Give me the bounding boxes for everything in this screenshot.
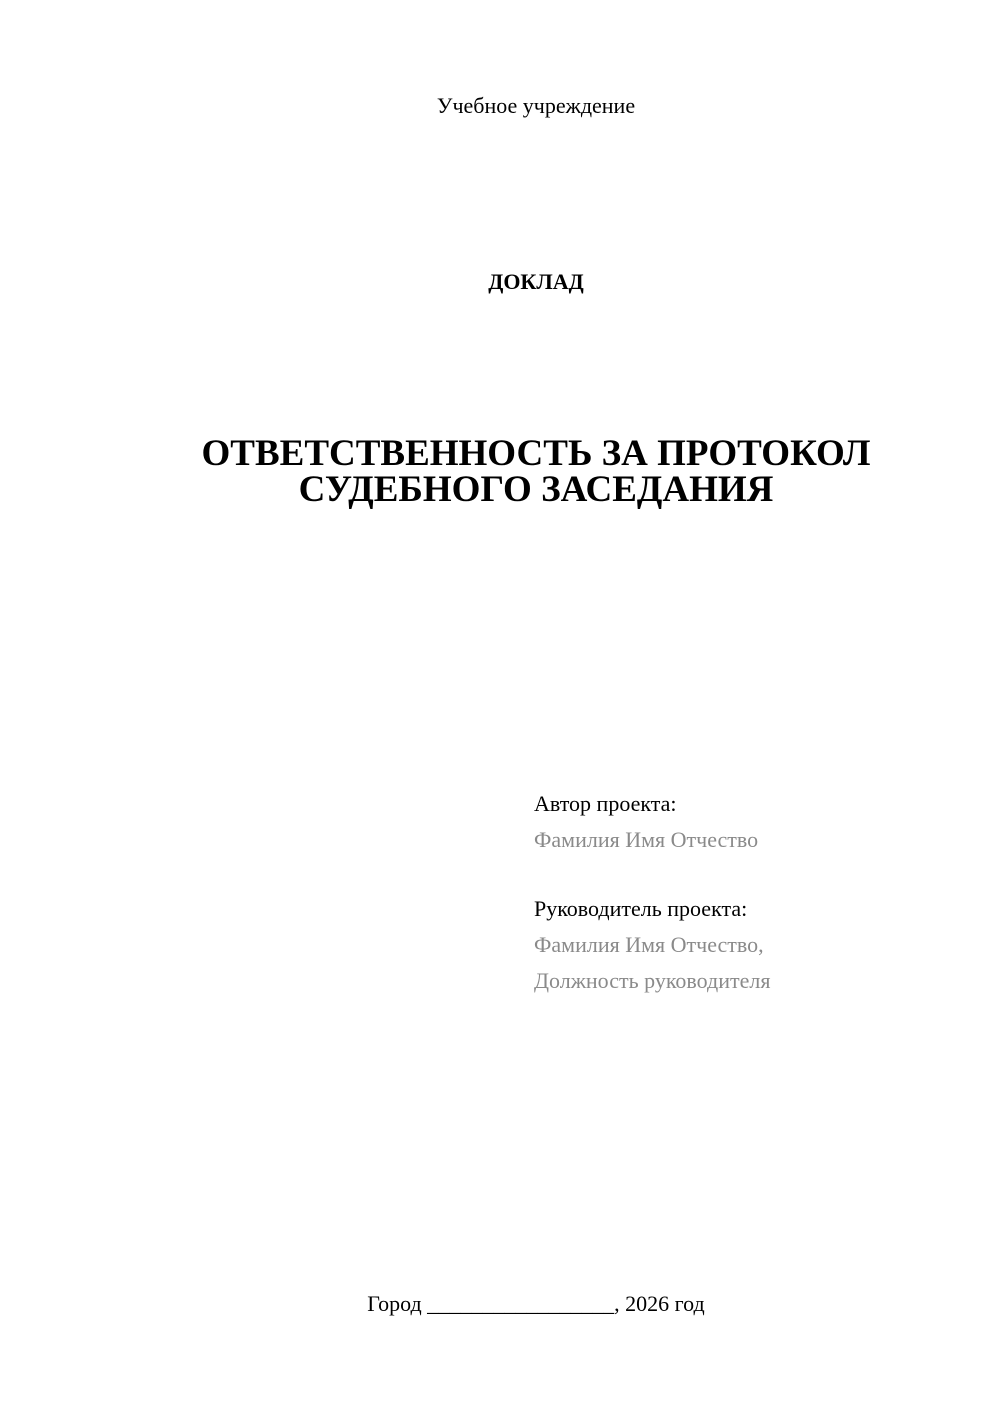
document-title <box>150 433 922 510</box>
supervisor-block <box>534 891 954 999</box>
document-type: ДОКЛАД <box>488 269 584 294</box>
city-label: Город <box>367 1291 422 1316</box>
institution-name: Учебное учреждение <box>436 93 636 118</box>
author-block <box>534 786 954 858</box>
supervisor-label: Руководитель проекта: <box>534 896 748 921</box>
supervisor-position: Должность руководителя <box>534 968 771 993</box>
city-blank: _________________ <box>427 1291 615 1316</box>
year-text: , 2026 год <box>614 1291 705 1316</box>
city-year-line <box>0 1290 1000 1318</box>
supervisor-name: Фамилия Имя Отчество, <box>534 932 764 957</box>
author-label: Автор проекта: <box>534 791 677 816</box>
credits-block <box>534 786 954 1032</box>
author-name: Фамилия Имя Отчество <box>534 827 759 852</box>
title-line-2: СУДЕБНОГО ЗАСЕДАНИЯ <box>298 469 774 510</box>
title-line-1: ОТВЕТСТВЕННОСТЬ ЗА ПРОТОКОЛ <box>201 433 871 474</box>
